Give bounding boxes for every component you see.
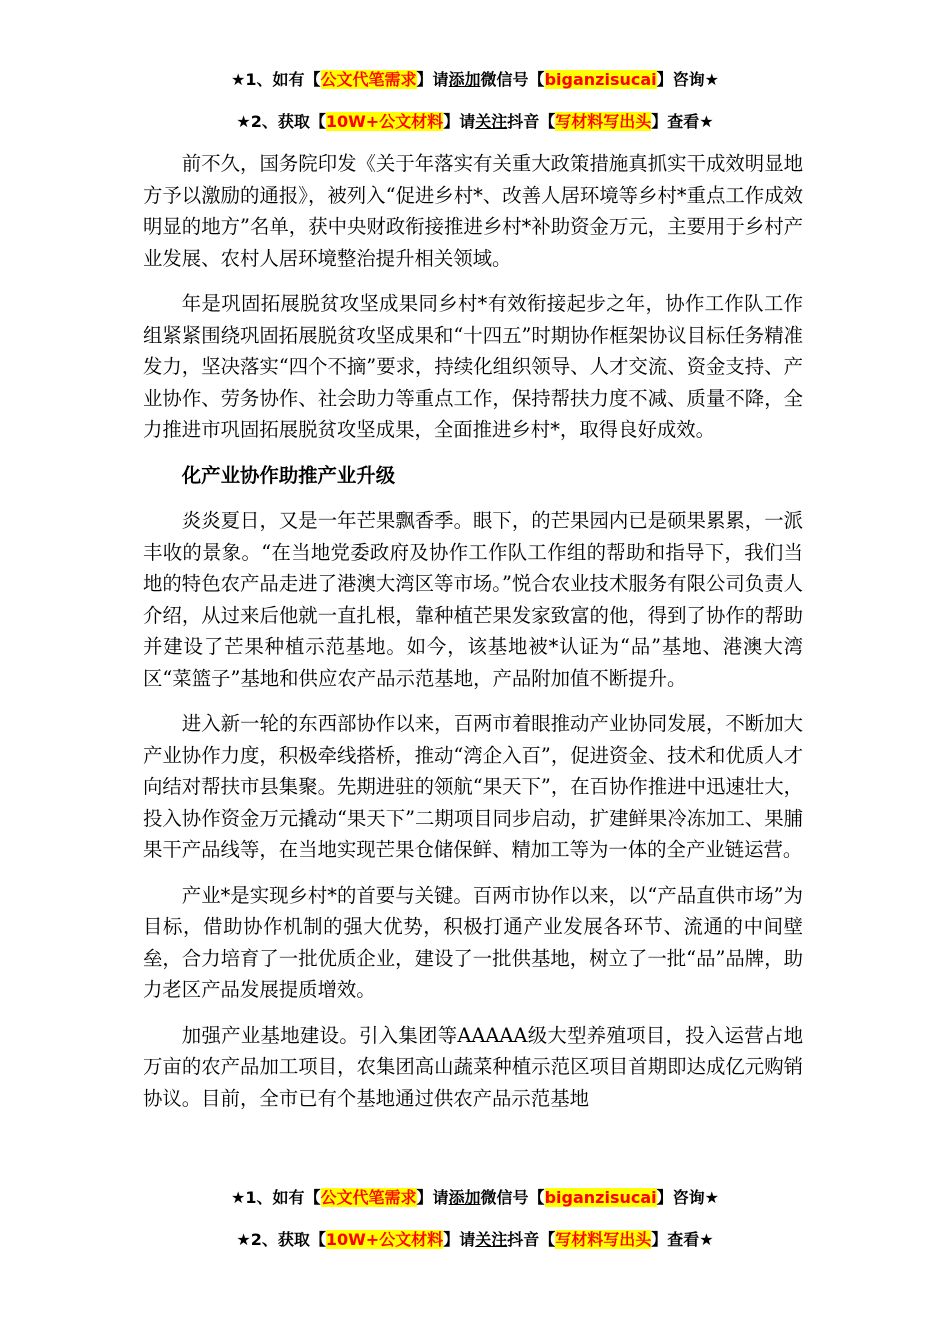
banner-underlined: 关注 bbox=[475, 112, 508, 131]
banner-text: 】请 bbox=[416, 70, 449, 89]
paragraph: 炎炎夏日，又是一年芒果飘香季。眼下，的芒果园内已是硕果累累，一派丰收的景象。“在当地党委政府及协作工作队工作组的帮助和指导下，我们当地的特色农产品走进了港澳大湾区等市场。”悦合农业技术服务有限公司负责人介绍，从过来后他就一直扎根，靠种植芒果发家致富的他，得到了协作的帮助并建设了芒果种植示范基地。如今，该基地被*认证为“品”基地、港澳大湾区“菜篮子”基地和供应农产品示范基地，产品附加值不断提升。 bbox=[143, 509, 803, 690]
promo-banner-top-line2 bbox=[0, 110, 950, 134]
banner-highlight: 10W+公文材料 bbox=[325, 1230, 444, 1249]
banner-highlight: 写材料写出头 bbox=[555, 112, 652, 131]
banner-underlined: 添加 bbox=[448, 70, 481, 89]
banner-highlight: biganzisucai bbox=[544, 70, 657, 89]
banner-text: 】咨询★ bbox=[656, 70, 719, 89]
promo-banner-bottom-line2 bbox=[0, 1228, 950, 1252]
paragraph: 加强产业基地建设。引入集团等AAAAA级大型养殖项目，投入运营占地万亩的农产品加工项目，农集团高山蔬菜种植示范区项目首期即达成亿元购销协议。目前，全市已有个基地通过供农产品示范基地 bbox=[143, 1023, 803, 1110]
banner-underlined: 关注 bbox=[475, 1230, 508, 1249]
banner-highlight: biganzisucai bbox=[544, 1188, 657, 1207]
paragraph: 产业*是实现乡村*的首要与关键。百两市协作以来，以“产品直供市场”为目标，借助协作机制的强大优势，积极打通产业发展各环节、流通的中间壁垒，合力培育了一批优质企业，建设了一批供基地，树立了一批“品”品牌，助力老区产品发展提质增效。 bbox=[143, 883, 803, 1001]
promo-banner-bottom-line1 bbox=[0, 1186, 950, 1210]
section-heading: 化产业协作助推产业升级 bbox=[181, 463, 396, 487]
paragraph: 年是巩固拓展脱贫攻坚成果同乡村*有效衔接起步之年，协作工作队工作组紧紧围绕巩固拓展脱贫攻坚成果和“十四五”时期协作框架协议目标任务精准发力，坚决落实“四个不摘”要求，持续化组织领导、人才交流、资金支持、产业协作、劳务协作、社会助力等重点工作，保持帮扶力度不减、质量不降，全力推进市巩固拓展脱贫攻坚成果，全面推进乡村*，取得良好成效。 bbox=[143, 292, 803, 441]
document-body bbox=[143, 148, 803, 1128]
banner-text: 微信号【 bbox=[480, 70, 545, 89]
banner-text: 】查看★ bbox=[651, 112, 714, 131]
banner-text: ★1、如有【 bbox=[231, 70, 321, 89]
banner-text: 】请 bbox=[443, 112, 476, 131]
banner-text: 】咨询★ bbox=[656, 1188, 719, 1207]
paragraph: 进入新一轮的东西部协作以来，百两市着眼推动产业协同发展，不断加大产业协作力度，积极牵线搭桥，推动“湾企入百”，促进资金、技术和优质人才向结对帮扶市县集聚。先期进驻的领航“果天下”，在百协作推进中迅速壮大，投入协作资金万元撬动“果天下”二期项目同步启动，扩建鲜果冷冻加工、果脯果干产品线等，在当地实现芒果仓储保鲜、精加工等为一体的全产业链运营。 bbox=[143, 712, 803, 861]
banner-highlight: 公文代笔需求 bbox=[320, 70, 417, 89]
banner-highlight: 公文代笔需求 bbox=[320, 1188, 417, 1207]
banner-highlight: 写材料写出头 bbox=[555, 1230, 652, 1249]
promo-banner-top-line1 bbox=[0, 68, 950, 92]
banner-text: 】请 bbox=[443, 1230, 476, 1249]
banner-text: 抖音【 bbox=[507, 1230, 556, 1249]
banner-text: 】请 bbox=[416, 1188, 449, 1207]
banner-underlined: 添加 bbox=[448, 1188, 481, 1207]
banner-text: ★2、获取【 bbox=[236, 112, 326, 131]
paragraph: 前不久，国务院印发《关于年落实有关重大政策措施真抓实干成效明显地方予以激励的通报》，被列入“促进乡村*、改善人居环境等乡村*重点工作成效明显的地方”名单，获中央财政衔接推进乡村*补助资金万元，主要用于乡村产业发展、农村人居环境整治提升相关领域。 bbox=[143, 152, 803, 270]
banner-text: 】查看★ bbox=[651, 1230, 714, 1249]
banner-text: ★1、如有【 bbox=[231, 1188, 321, 1207]
banner-text: ★2、获取【 bbox=[236, 1230, 326, 1249]
banner-highlight: 10W+公文材料 bbox=[325, 112, 444, 131]
banner-text: 微信号【 bbox=[480, 1188, 545, 1207]
banner-text: 抖音【 bbox=[507, 112, 556, 131]
